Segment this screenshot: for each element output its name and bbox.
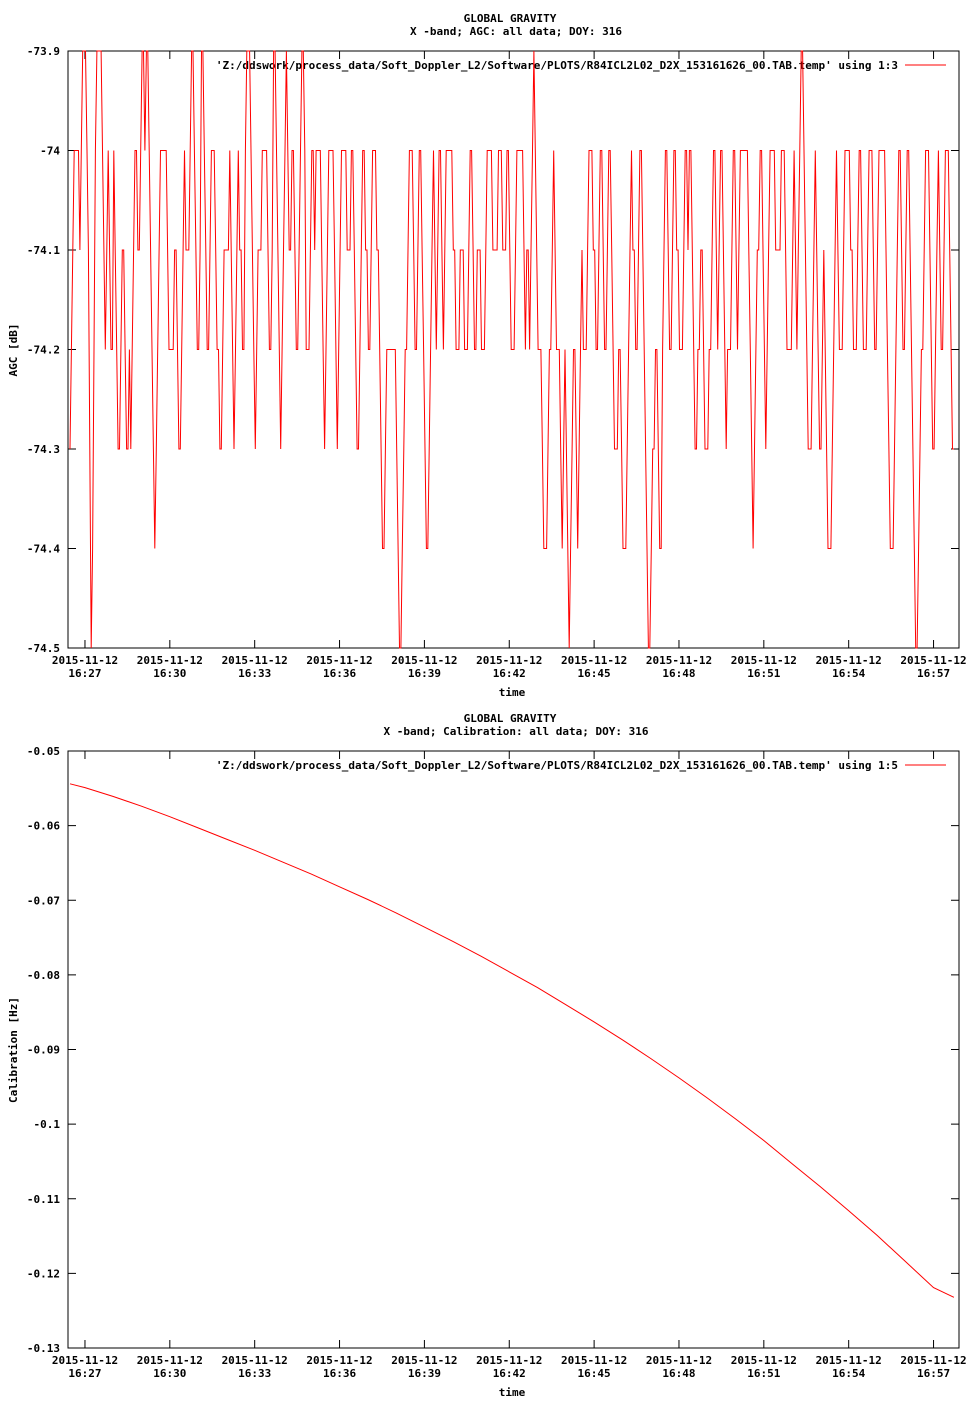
y-tick-label: -0.06 bbox=[26, 819, 60, 833]
x-tick-time-label: 16:45 bbox=[577, 1367, 611, 1380]
y-tick-label: -0.1 bbox=[33, 1118, 60, 1132]
x-tick-date-label: 2015-11-12 bbox=[900, 1354, 967, 1367]
calibration-x-ticks bbox=[52, 751, 967, 1380]
x-tick-date-label: 2015-11-12 bbox=[476, 1354, 543, 1367]
y-tick-label: -0.13 bbox=[26, 1342, 60, 1355]
x-tick-time-label: 16:27 bbox=[68, 1367, 102, 1380]
agc-x-ticks bbox=[52, 51, 967, 680]
calibration-plot-frame bbox=[68, 751, 959, 1348]
x-tick-date-label: 2015-11-12 bbox=[560, 1354, 628, 1367]
x-tick-time-label: 16:30 bbox=[153, 1367, 187, 1380]
calibration-x-axis-label: time bbox=[498, 1386, 526, 1399]
x-tick-time-label: 16:51 bbox=[747, 1367, 781, 1380]
y-tick-label: -0.08 bbox=[26, 968, 60, 982]
x-tick-time-label: 16:54 bbox=[832, 1367, 866, 1380]
x-tick-date-label: 2015-11-12 bbox=[51, 1354, 119, 1367]
y-tick-label: -74.4 bbox=[26, 542, 60, 556]
x-tick-date-label: 2015-11-12 bbox=[476, 654, 543, 667]
y-tick-label: -0.11 bbox=[26, 1192, 60, 1206]
y-tick-label: -0.12 bbox=[26, 1267, 60, 1281]
x-tick-time-label: 16:51 bbox=[747, 667, 781, 680]
x-tick-time-label: 16:36 bbox=[322, 1367, 357, 1380]
x-tick-date-label: 2015-11-12 bbox=[730, 1354, 797, 1367]
x-tick-date-label: 2015-11-12 bbox=[730, 654, 797, 667]
x-tick-time-label: 16:57 bbox=[916, 667, 951, 680]
agc-series-line bbox=[70, 51, 954, 648]
x-tick-time-label: 16:48 bbox=[662, 667, 696, 680]
agc-y-axis-label: AGC [dB] bbox=[7, 323, 20, 377]
x-tick-date-label: 2015-11-12 bbox=[221, 654, 288, 667]
y-tick-label: -74.5 bbox=[26, 642, 60, 655]
calibration-y-ticks bbox=[27, 745, 959, 1355]
x-tick-time-label: 16:45 bbox=[577, 667, 611, 680]
x-tick-time-label: 16:27 bbox=[68, 667, 102, 680]
y-tick-label: -74.2 bbox=[26, 343, 60, 357]
x-tick-time-label: 16:33 bbox=[238, 1367, 272, 1380]
agc-chart-subtitle: X -band; AGC: all data; DOY: 316 bbox=[410, 25, 622, 38]
x-tick-date-label: 2015-11-12 bbox=[900, 654, 967, 667]
calibration-y-axis-label: Calibration [Hz] bbox=[7, 997, 20, 1103]
x-tick-date-label: 2015-11-12 bbox=[221, 1354, 288, 1367]
x-tick-date-label: 2015-11-12 bbox=[306, 654, 373, 667]
agc-chart-title: GLOBAL GRAVITY bbox=[463, 12, 557, 25]
x-tick-date-label: 2015-11-12 bbox=[645, 654, 713, 667]
x-tick-date-label: 2015-11-12 bbox=[391, 654, 458, 667]
x-tick-time-label: 16:54 bbox=[832, 667, 866, 680]
calibration-legend-label: 'Z:/ddswork/process_data/Soft_Doppler_L2/Software/PLOTS/R84ICL2L02_D2X_153161626_00.TAB.temp' using 1:5 bbox=[215, 759, 898, 772]
x-tick-time-label: 16:57 bbox=[916, 1367, 951, 1380]
agc-x-axis-label: time bbox=[498, 686, 526, 699]
x-tick-date-label: 2015-11-12 bbox=[51, 654, 119, 667]
x-tick-date-label: 2015-11-12 bbox=[136, 1354, 203, 1367]
x-tick-time-label: 16:48 bbox=[662, 1367, 696, 1380]
agc-y-ticks bbox=[27, 45, 959, 655]
calibration-chart-subtitle: X -band; Calibration: all data; DOY: 316 bbox=[383, 725, 649, 738]
agc-chart bbox=[7, 12, 967, 699]
y-tick-label: -0.09 bbox=[26, 1043, 60, 1057]
calibration-series-line bbox=[70, 784, 954, 1298]
y-tick-label: -73.9 bbox=[26, 45, 60, 58]
y-tick-label: -0.07 bbox=[26, 894, 60, 908]
y-tick-label: -74.3 bbox=[26, 443, 60, 456]
y-tick-label: -74.1 bbox=[26, 244, 60, 257]
y-tick-label: -0.05 bbox=[26, 745, 60, 758]
agc-legend bbox=[216, 59, 946, 72]
x-tick-time-label: 16:33 bbox=[238, 667, 272, 680]
x-tick-time-label: 16:39 bbox=[407, 667, 441, 680]
y-tick-label: -74 bbox=[40, 144, 60, 158]
x-tick-date-label: 2015-11-12 bbox=[560, 654, 628, 667]
x-tick-time-label: 16:42 bbox=[492, 667, 526, 680]
x-tick-date-label: 2015-11-12 bbox=[306, 1354, 373, 1367]
x-tick-time-label: 16:39 bbox=[407, 1367, 441, 1380]
x-tick-date-label: 2015-11-12 bbox=[815, 1354, 882, 1367]
calibration-legend bbox=[216, 759, 946, 772]
x-tick-date-label: 2015-11-12 bbox=[136, 654, 203, 667]
agc-legend-label: 'Z:/ddswork/process_data/Soft_Doppler_L2/Software/PLOTS/R84ICL2L02_D2X_153161626_00.TAB.temp' using 1:3 bbox=[215, 59, 898, 72]
x-tick-date-label: 2015-11-12 bbox=[645, 1354, 713, 1367]
x-tick-date-label: 2015-11-12 bbox=[815, 654, 882, 667]
x-tick-time-label: 16:36 bbox=[322, 667, 357, 680]
x-tick-date-label: 2015-11-12 bbox=[391, 1354, 458, 1367]
x-tick-time-label: 16:42 bbox=[492, 1367, 526, 1380]
x-tick-time-label: 16:30 bbox=[153, 667, 187, 680]
calibration-chart-title: GLOBAL GRAVITY bbox=[463, 712, 557, 725]
calibration-chart bbox=[7, 712, 967, 1399]
